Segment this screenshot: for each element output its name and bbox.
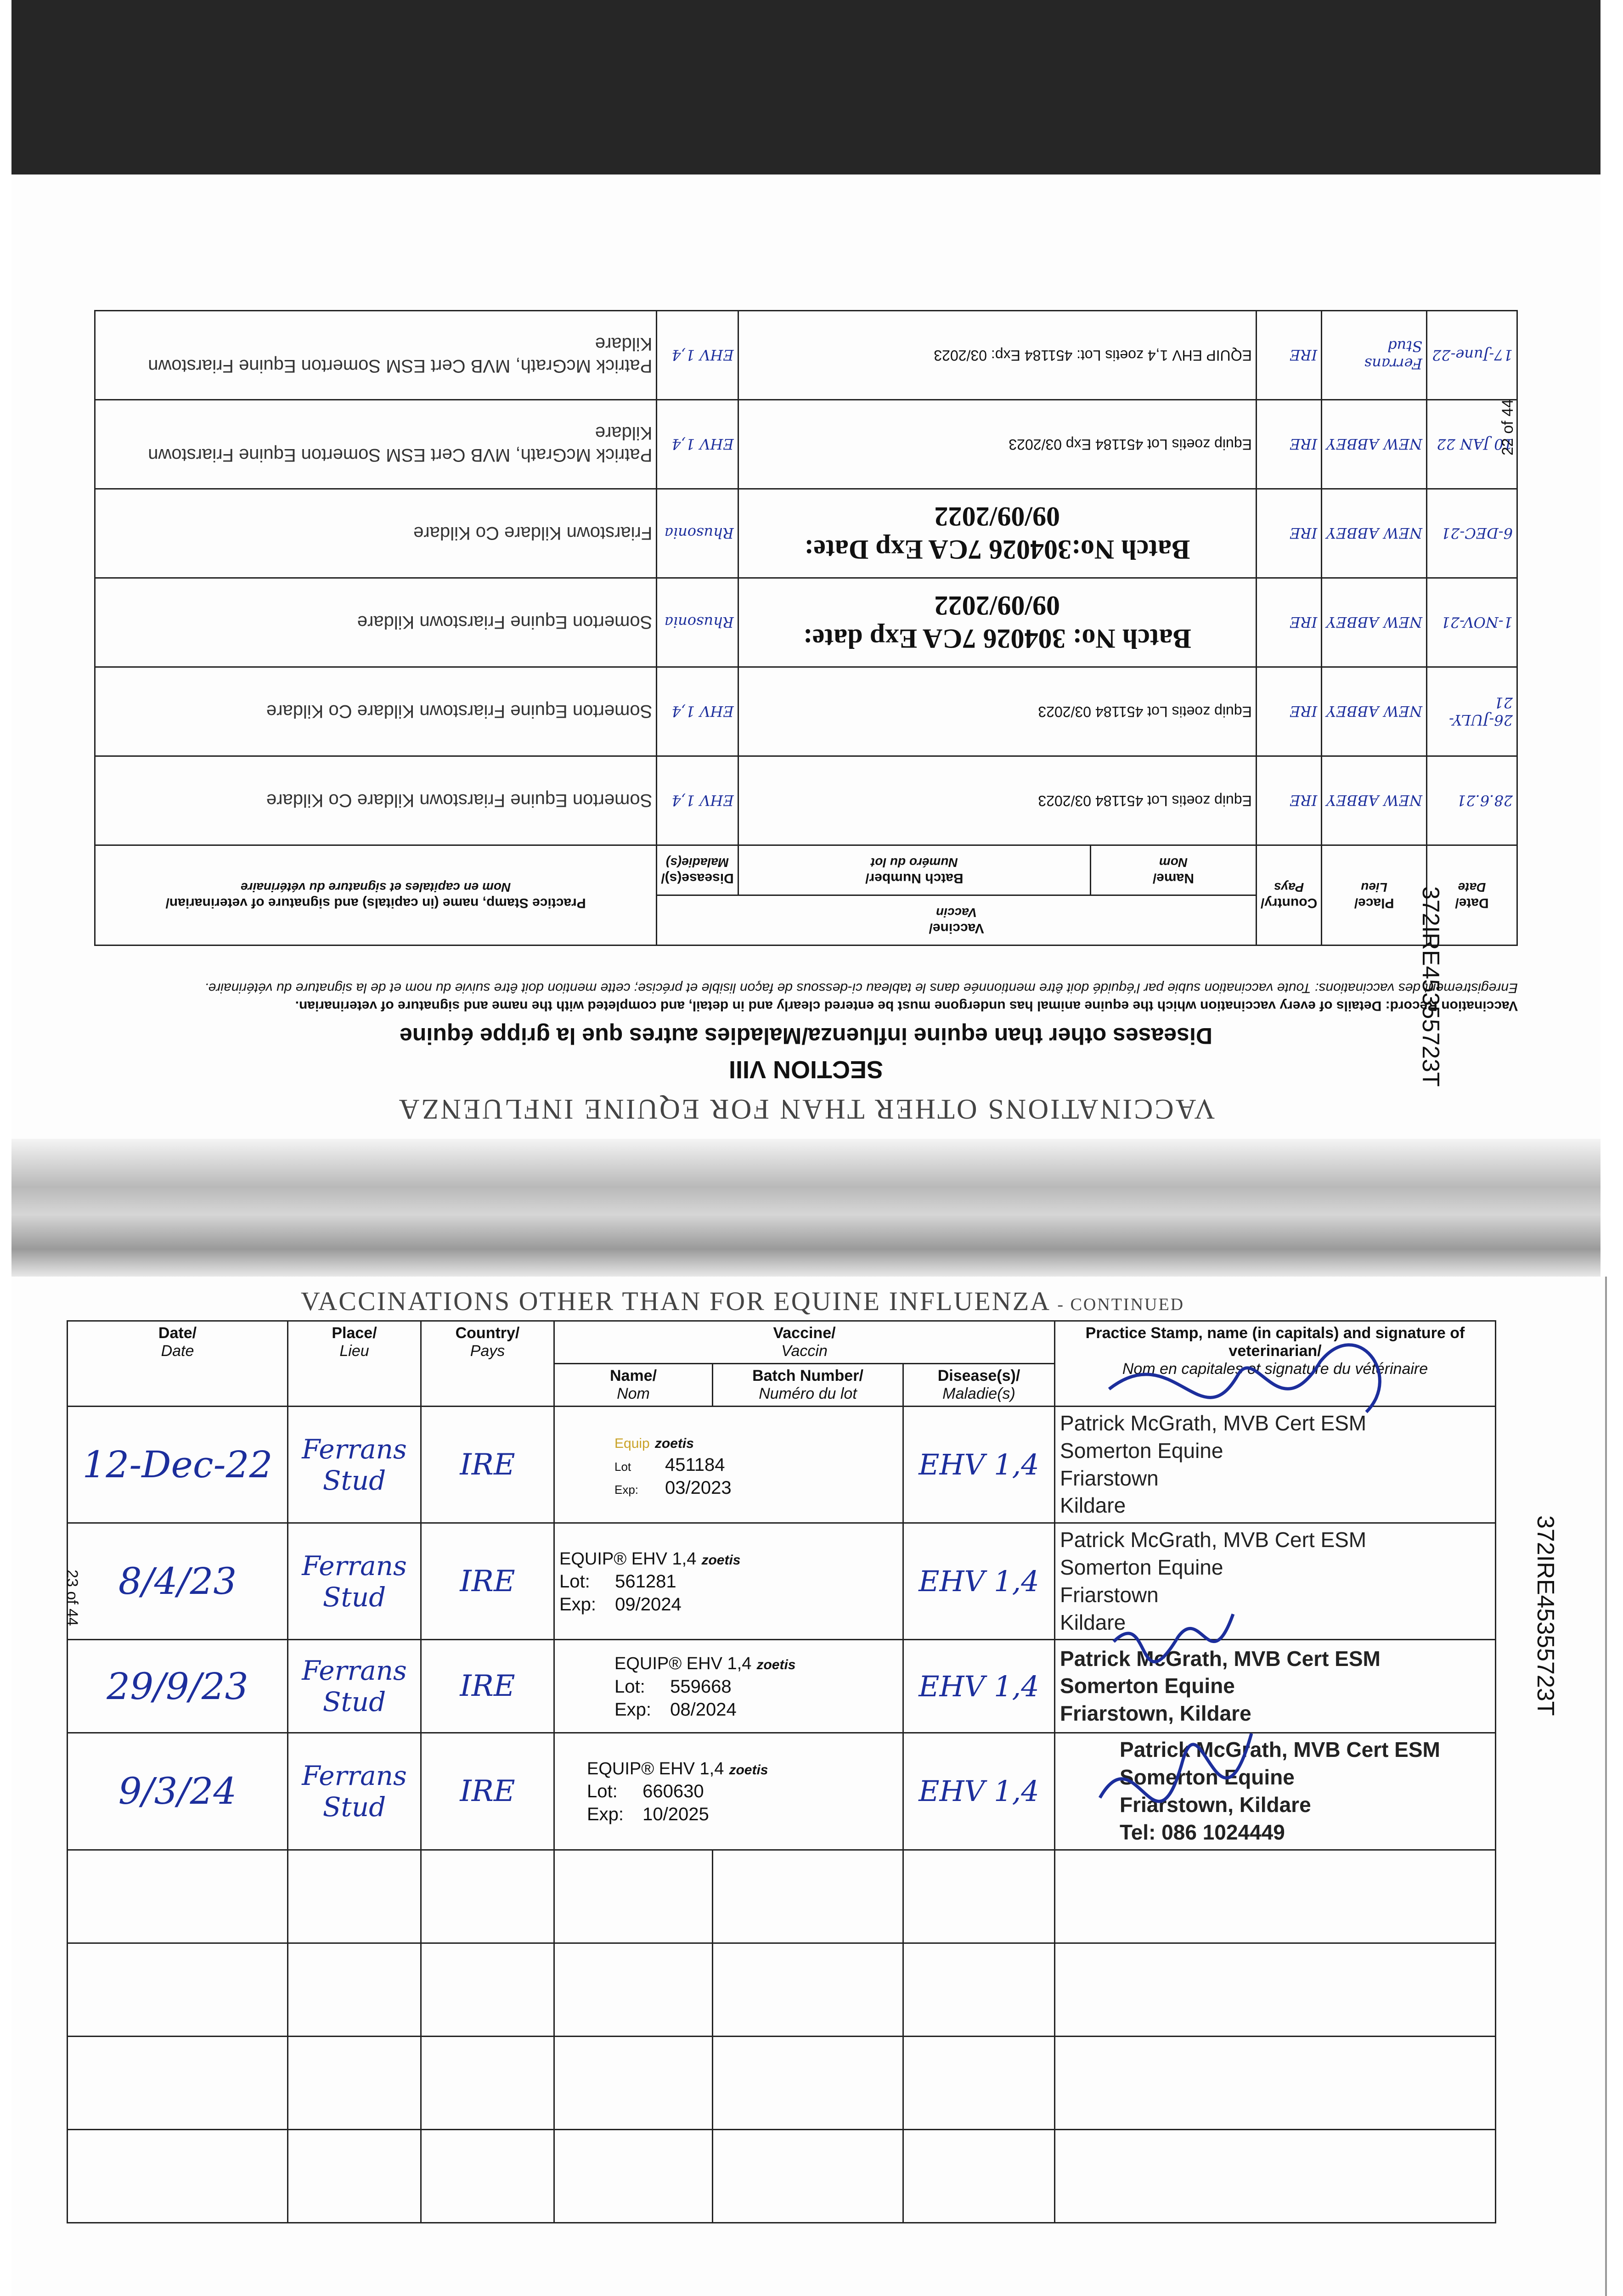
table-row bbox=[95, 578, 1517, 667]
row-batch: Batch No: 304026 7CA Exp date: 09/09/2022 bbox=[738, 578, 1256, 667]
row-date: 6-DEC-21 bbox=[1426, 489, 1517, 578]
page-22 bbox=[11, 174, 1600, 1162]
row-disease: EHV 1,4 bbox=[903, 1733, 1055, 1850]
row-disease: EHV 1,4 bbox=[903, 1640, 1055, 1733]
row-disease: EHV 1,4 bbox=[657, 400, 738, 489]
row-disease: EHV 1,4 bbox=[657, 311, 738, 400]
row-stamp: Patrick McGrath, MVB Cert ESM Somerton Equine Friarstown Kildare bbox=[1055, 1523, 1496, 1640]
col-stamp: Practice Stamp, name (in capitals) and signature of veterinarian/ Nom en capitales et signature du vétérinaire bbox=[1055, 1321, 1496, 1407]
page-22-instructions bbox=[94, 979, 1518, 1015]
row-place: Ferrans Stud bbox=[288, 1407, 421, 1523]
table-row bbox=[68, 1523, 1496, 1640]
row-place: NEW ABBEY bbox=[1322, 400, 1427, 489]
table-row bbox=[68, 1733, 1496, 1850]
row-place: NEW ABBEY bbox=[1322, 489, 1427, 578]
row-date: 17-June-22 bbox=[1426, 311, 1517, 400]
col-disease: Disease(s)/ Maladie(s) bbox=[657, 845, 738, 895]
col-place: Place/ Lieu bbox=[1322, 845, 1427, 945]
row-batch: Batch No:304026 7CA Exp Date: 09/09/2022 bbox=[738, 489, 1256, 578]
row-disease: EHV 1,4 bbox=[657, 756, 738, 845]
col-name: Name/ Nom bbox=[554, 1364, 713, 1407]
row-disease: EHV 1,4 bbox=[903, 1407, 1055, 1523]
row-stamp: Somerton Equine Friarstown Kildare bbox=[95, 578, 657, 667]
row-stamp: Somerton Equine Friarstown Kildare Co Kildare bbox=[95, 756, 657, 845]
row-place: Ferrans Stud bbox=[288, 1640, 421, 1733]
col-stamp: Practice Stamp, name (in capitals) and signature of veterinarian/ Nom en capitales et signature du vétérinaire bbox=[95, 845, 657, 945]
page-22-rotated-content bbox=[11, 174, 1600, 1162]
row-country: IRE bbox=[421, 1733, 554, 1850]
table-row-empty bbox=[68, 2036, 1496, 2129]
row-country: IRE bbox=[1256, 667, 1321, 756]
page-22-subtitle: Diseases other than equine influenza/Maladies autres que la grippe équine bbox=[400, 1023, 1212, 1049]
table-row-empty bbox=[68, 2129, 1496, 2223]
row-batch-label: EQUIP® EHV 1,4 zoetis Lot: 559668 Exp: 08/2024 bbox=[554, 1640, 903, 1733]
row-disease: EHV 1,4 bbox=[657, 667, 738, 756]
table-row-empty bbox=[68, 1943, 1496, 2036]
row-country: IRE bbox=[1256, 756, 1321, 845]
col-name: Name/ Nom bbox=[1090, 845, 1256, 895]
col-disease: Disease(s)/ Maladie(s) bbox=[903, 1364, 1055, 1407]
col-date: Date/ Date bbox=[1426, 845, 1517, 945]
table-row bbox=[95, 489, 1517, 578]
row-batch: Equip zoetis Lot 451184 03/2023 bbox=[738, 667, 1256, 756]
row-country: IRE bbox=[1256, 311, 1321, 400]
row-date: 26-JULY-21 bbox=[1426, 667, 1517, 756]
row-disease: Rhusonia bbox=[657, 578, 738, 667]
page-23-number: 23 of 44 bbox=[63, 1570, 81, 1626]
row-batch: Equip zoetis Lot 451184 03/2023 bbox=[738, 756, 1256, 845]
row-batch-label: EQUIP® EHV 1,4 zoetis Lot: 561281 Exp: 09/2024 bbox=[554, 1523, 903, 1640]
row-date: 29/9/23 bbox=[68, 1640, 288, 1733]
col-batch: Batch Number/ Numéro du lot bbox=[713, 1364, 903, 1407]
row-place: Ferrans Stud bbox=[288, 1733, 421, 1850]
row-country: IRE bbox=[421, 1523, 554, 1640]
page-23-vaccination-table bbox=[67, 1320, 1496, 2223]
row-batch-label: Equip zoetis Lot 451184 Exp: 03/2023 bbox=[554, 1407, 903, 1523]
col-place: Place/ Lieu bbox=[288, 1321, 421, 1407]
note-en: Vaccination Record: Details of every vaccination which the equine animal has undergone must be entered clearly and in detail, and completed with the name and signature of veterinarian. bbox=[295, 998, 1518, 1013]
row-batch: EQUIP EHV 1,4 zoetis Lot: 451184 Exp: 03/2023 bbox=[738, 311, 1256, 400]
col-date: Date/ Date bbox=[68, 1321, 288, 1407]
table-row bbox=[68, 1640, 1496, 1733]
page-22-number: 22 of 44 bbox=[1499, 399, 1517, 456]
page-22-vaccination-table bbox=[94, 310, 1518, 946]
note-fr: Enregistrement des vaccinations: Toute vaccination subie par l'équidé doit être mentionnée dans le tableau ci-dessous de façon lisible et précise; cette mention doit être suivie du nom et de la signature du vétérinaire. bbox=[204, 980, 1518, 996]
row-date: 12-Dec-22 bbox=[68, 1407, 288, 1523]
row-country: IRE bbox=[1256, 489, 1321, 578]
row-disease: Rhusonia bbox=[657, 489, 738, 578]
row-place: NEW ABBEY bbox=[1322, 756, 1427, 845]
row-place: NEW ABBEY bbox=[1322, 667, 1427, 756]
row-date: 10 JAN 22 bbox=[1426, 400, 1517, 489]
table-row bbox=[95, 400, 1517, 489]
row-date: 8/4/23 bbox=[68, 1523, 288, 1640]
page-23-horse-id: 372IRE45355723T bbox=[1532, 1515, 1559, 1716]
page-23 bbox=[11, 1277, 1607, 2296]
row-stamp: Patrick McGrath, MVB Cert ESM Somerton Equine Friarstown Kildare bbox=[95, 400, 657, 489]
table-row bbox=[95, 311, 1517, 400]
row-date: 9/3/24 bbox=[68, 1733, 288, 1850]
page-22-section-number: SECTION VIII bbox=[728, 1056, 884, 1083]
row-date: 28.6.21 bbox=[1426, 756, 1517, 845]
row-stamp: Friarstown Kildare Co Kildare bbox=[95, 489, 657, 578]
row-stamp: Patrick McGrath, MVB Cert ESM Somerton Equine Friarstown Kildare bbox=[1055, 1407, 1496, 1523]
row-stamp: Somerton Equine Friarstown Kildare Co Kildare bbox=[95, 667, 657, 756]
row-batch: Equip zoetis Lot 451184 Exp 03/2023 bbox=[738, 400, 1256, 489]
book-spine bbox=[11, 1139, 1600, 1277]
row-place: Ferrans Stud bbox=[1322, 311, 1427, 400]
table-row-empty bbox=[68, 1850, 1496, 1943]
row-stamp: Patrick McGrath, MVB Cert ESM Somerton Equine Friarstown Kildare bbox=[95, 311, 657, 400]
row-country: IRE bbox=[1256, 400, 1321, 489]
row-place: NEW ABBEY bbox=[1322, 578, 1427, 667]
page-22-section-title: VACCINATIONS OTHER THAN FOR EQUINE INFLUENZA bbox=[397, 1093, 1215, 1125]
row-place: Ferrans Stud bbox=[288, 1523, 421, 1640]
row-batch-label: EQUIP® EHV 1,4 zoetis Lot: 660630 Exp: 10/2025 bbox=[554, 1733, 903, 1850]
row-country: IRE bbox=[421, 1407, 554, 1523]
row-stamp: Patrick McGrath, MVB Cert ESM Somerton Equine Friarstown, Kildare bbox=[1055, 1640, 1496, 1733]
col-vaccine: Vaccine/ Vaccin bbox=[554, 1321, 1055, 1364]
row-country: IRE bbox=[421, 1640, 554, 1733]
page-23-section-title: VACCINATIONS OTHER THAN FOR EQUINE INFLUENZA - CONTINUED bbox=[301, 1286, 1185, 1316]
page-22-horse-id: 372IRE45355723T bbox=[1417, 886, 1444, 1087]
scanner-dark-margin bbox=[11, 0, 1600, 174]
table-row bbox=[68, 1407, 1496, 1523]
row-stamp: Patrick McGrath, MVB Cert ESM Somerton Equine Friarstown, Kildare Tel: 086 1024449 bbox=[1055, 1733, 1496, 1850]
table-row bbox=[95, 756, 1517, 845]
row-disease: EHV 1,4 bbox=[903, 1523, 1055, 1640]
col-vaccine: Vaccine/ Vaccin bbox=[657, 895, 1257, 945]
col-batch: Batch Number/ Numéro du lot bbox=[738, 845, 1090, 895]
row-date: 1-NOV-21 bbox=[1426, 578, 1517, 667]
col-country: Country/ Pays bbox=[1256, 845, 1321, 945]
table-row bbox=[95, 667, 1517, 756]
col-country: Country/ Pays bbox=[421, 1321, 554, 1407]
row-country: IRE bbox=[1256, 578, 1321, 667]
